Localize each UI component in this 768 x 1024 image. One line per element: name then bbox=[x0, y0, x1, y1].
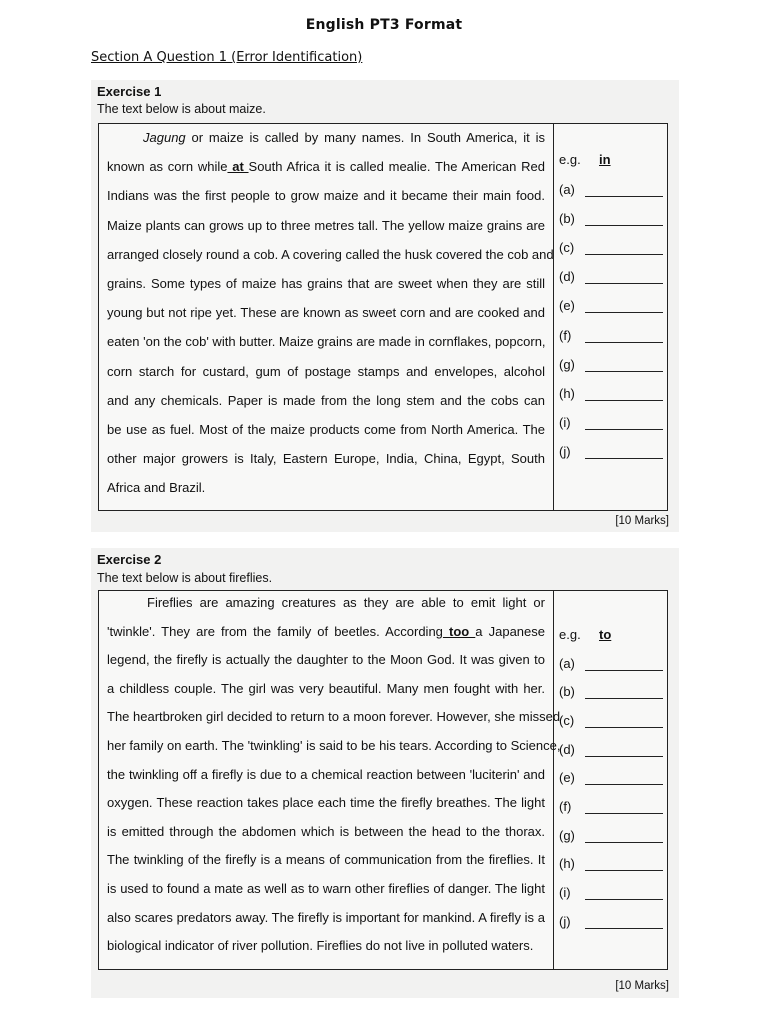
answer-row bbox=[559, 799, 663, 814]
example-label: e.g. bbox=[559, 152, 581, 167]
answer-blank[interactable] bbox=[585, 832, 663, 843]
document-title: English PT3 Format bbox=[305, 17, 463, 33]
exercise-2-title: Exercise 2 bbox=[97, 552, 162, 567]
passage-line: also scares predators away. The firefly is important for mankind. A firefly is a bbox=[107, 909, 545, 925]
exercise-1-marks: [10 Marks] bbox=[615, 515, 669, 527]
exercise-1-box bbox=[98, 123, 668, 511]
section-heading: Section A Question 1 (Error Identification) bbox=[91, 50, 363, 65]
answer-label: (j) bbox=[559, 913, 571, 929]
answer-blank[interactable] bbox=[585, 746, 663, 757]
answer-row bbox=[559, 357, 663, 372]
answer-label: (i) bbox=[559, 885, 571, 901]
passage-line: The twinkling of the firefly is a means of communication from the fireflies. It bbox=[107, 852, 545, 868]
answer-blank[interactable] bbox=[585, 688, 663, 699]
passage-line: The heartbroken girl decided to return to a moon forever. However, she missed bbox=[107, 709, 561, 725]
answer-label: (h) bbox=[559, 856, 575, 872]
answer-row bbox=[559, 269, 663, 284]
example-label: e.g. bbox=[559, 627, 581, 642]
answer-row bbox=[559, 415, 663, 430]
answer-blank[interactable] bbox=[585, 361, 663, 372]
exercise-2-box bbox=[98, 590, 668, 970]
answer-label: (j) bbox=[559, 444, 571, 460]
passage-line: eaten 'on the cob' with butter. Maize grains are made in cornflakes, popcorn, bbox=[107, 334, 546, 350]
answer-blank[interactable] bbox=[585, 860, 663, 871]
passage-line: is emitted through the abdomen which is between the head to the thorax. bbox=[107, 823, 545, 839]
answer-row bbox=[559, 828, 663, 843]
passage-line: known as corn while at South Africa it is called mealie. The American Red bbox=[107, 159, 545, 175]
answer-row bbox=[559, 684, 663, 699]
example-row bbox=[559, 627, 663, 642]
answer-label: (b) bbox=[559, 210, 575, 226]
passage-line: 'twinkle'. They are from the family of beetles. According too a Japanese bbox=[107, 623, 545, 639]
passage-line: Maize plants can grows up to three metres tall. The yellow maize grains are bbox=[107, 217, 545, 233]
answer-label: (g) bbox=[559, 827, 575, 843]
answer-row bbox=[559, 713, 663, 728]
exercise-2-answers bbox=[554, 591, 667, 969]
exercise-2-passage bbox=[99, 591, 561, 969]
answer-row bbox=[559, 656, 663, 671]
answer-row bbox=[559, 742, 663, 757]
passage-line: her family on earth. The 'twinkling' is said to be his tears. According to Science, bbox=[107, 738, 561, 753]
passage-line: Jagung or maize is called by many names. In South America, it is bbox=[143, 130, 545, 145]
answer-row bbox=[559, 211, 663, 226]
answer-blank[interactable] bbox=[585, 803, 663, 814]
answer-label: (d) bbox=[559, 741, 575, 757]
passage-line: grains. Some types of maize has grains that are sweet when they are still bbox=[107, 276, 545, 291]
answer-label: (b) bbox=[559, 684, 575, 700]
exercise-2-intro: The text below is about fireflies. bbox=[97, 571, 273, 585]
answer-row bbox=[559, 328, 663, 343]
passage-line: biological indicator of river pollution. Fireflies do not live in polluted waters. bbox=[107, 938, 534, 954]
passage-line: young but not ripe yet. These are known as sweet corn and are cooked and bbox=[107, 305, 545, 321]
answer-row bbox=[559, 240, 663, 255]
answer-label: (e) bbox=[559, 298, 575, 314]
exercise-2-marks: [10 Marks] bbox=[615, 980, 669, 992]
answer-blank[interactable] bbox=[585, 390, 663, 401]
answer-row bbox=[559, 298, 663, 313]
answer-blank[interactable] bbox=[585, 215, 663, 226]
passage-line: corn starch for custard, gum of postage stamps and envelopes, alcohol bbox=[107, 363, 545, 379]
answer-blank[interactable] bbox=[585, 448, 663, 459]
answer-label: (a) bbox=[559, 655, 575, 671]
answer-row bbox=[559, 182, 663, 197]
example-row bbox=[559, 152, 663, 167]
example-answer: in bbox=[599, 152, 611, 167]
answer-blank[interactable] bbox=[585, 273, 663, 284]
passage-line: legend, the firefly is actually the daughter to the Moon God. It was given to bbox=[107, 652, 545, 668]
passage-line: a childless couple. The girl was very beautiful. Many men fought with her. bbox=[107, 680, 545, 696]
answer-row bbox=[559, 914, 663, 929]
passage-line: and any chemicals. Paper is made from the long stem and the cobs can bbox=[107, 392, 545, 408]
passage-line: other major growers is Italy, Eastern Europe, India, China, Egypt, South bbox=[107, 451, 545, 467]
answer-blank[interactable] bbox=[585, 918, 663, 929]
answer-row bbox=[559, 856, 663, 871]
answer-blank[interactable] bbox=[585, 419, 663, 430]
answer-blank[interactable] bbox=[585, 774, 663, 785]
passage-line: is used to found a mate as well as to warn other fireflies of danger. The light bbox=[107, 881, 545, 896]
answer-blank[interactable] bbox=[585, 717, 663, 728]
passage-line: the twinkling off a firefly is due to a chemical reaction between 'luciterin' and bbox=[107, 766, 545, 782]
answer-row bbox=[559, 770, 663, 785]
passage-line: Fireflies are amazing creatures as they are able to emit light or bbox=[147, 595, 545, 610]
answer-label: (c) bbox=[559, 712, 575, 728]
exercise-2-scan bbox=[91, 548, 679, 998]
passage-line: be use as fuel. Most of the maize products come from North America. The bbox=[107, 422, 545, 437]
answer-label: (a) bbox=[559, 181, 575, 197]
answer-label: (c) bbox=[559, 239, 575, 255]
exercise-1-title: Exercise 1 bbox=[97, 84, 162, 99]
answer-label: (f) bbox=[559, 799, 572, 814]
answer-label: (g) bbox=[559, 356, 575, 372]
exercise-1-answers bbox=[554, 124, 667, 510]
passage-line: arranged closely round a cob. A covering called the husk covered the cob and bbox=[107, 246, 554, 262]
answer-label: (h) bbox=[559, 385, 575, 401]
passage-line: Indians was the first people to grow maize and it became their main food. bbox=[107, 188, 545, 204]
passage-line: Africa and Brazil. bbox=[107, 480, 206, 496]
answer-blank[interactable] bbox=[585, 186, 663, 197]
answer-blank[interactable] bbox=[585, 302, 663, 313]
exercise-1-passage bbox=[99, 124, 554, 510]
answer-label: (i) bbox=[559, 415, 571, 431]
answer-row bbox=[559, 885, 663, 900]
answer-label: (f) bbox=[559, 327, 572, 343]
answer-row bbox=[559, 386, 663, 401]
answer-label: (e) bbox=[559, 770, 575, 786]
answer-blank[interactable] bbox=[585, 660, 663, 671]
answer-blank[interactable] bbox=[585, 244, 663, 255]
example-answer: to bbox=[599, 627, 612, 642]
exercise-1-scan bbox=[91, 80, 679, 532]
answer-blank[interactable] bbox=[585, 332, 663, 343]
answer-row bbox=[559, 444, 663, 459]
answer-label: (d) bbox=[559, 269, 575, 285]
answer-blank[interactable] bbox=[585, 889, 663, 900]
exercise-1-intro: The text below is about maize. bbox=[97, 102, 266, 116]
passage-line: oxygen. These reaction takes place each time the firefly breathes. The light bbox=[107, 795, 545, 811]
